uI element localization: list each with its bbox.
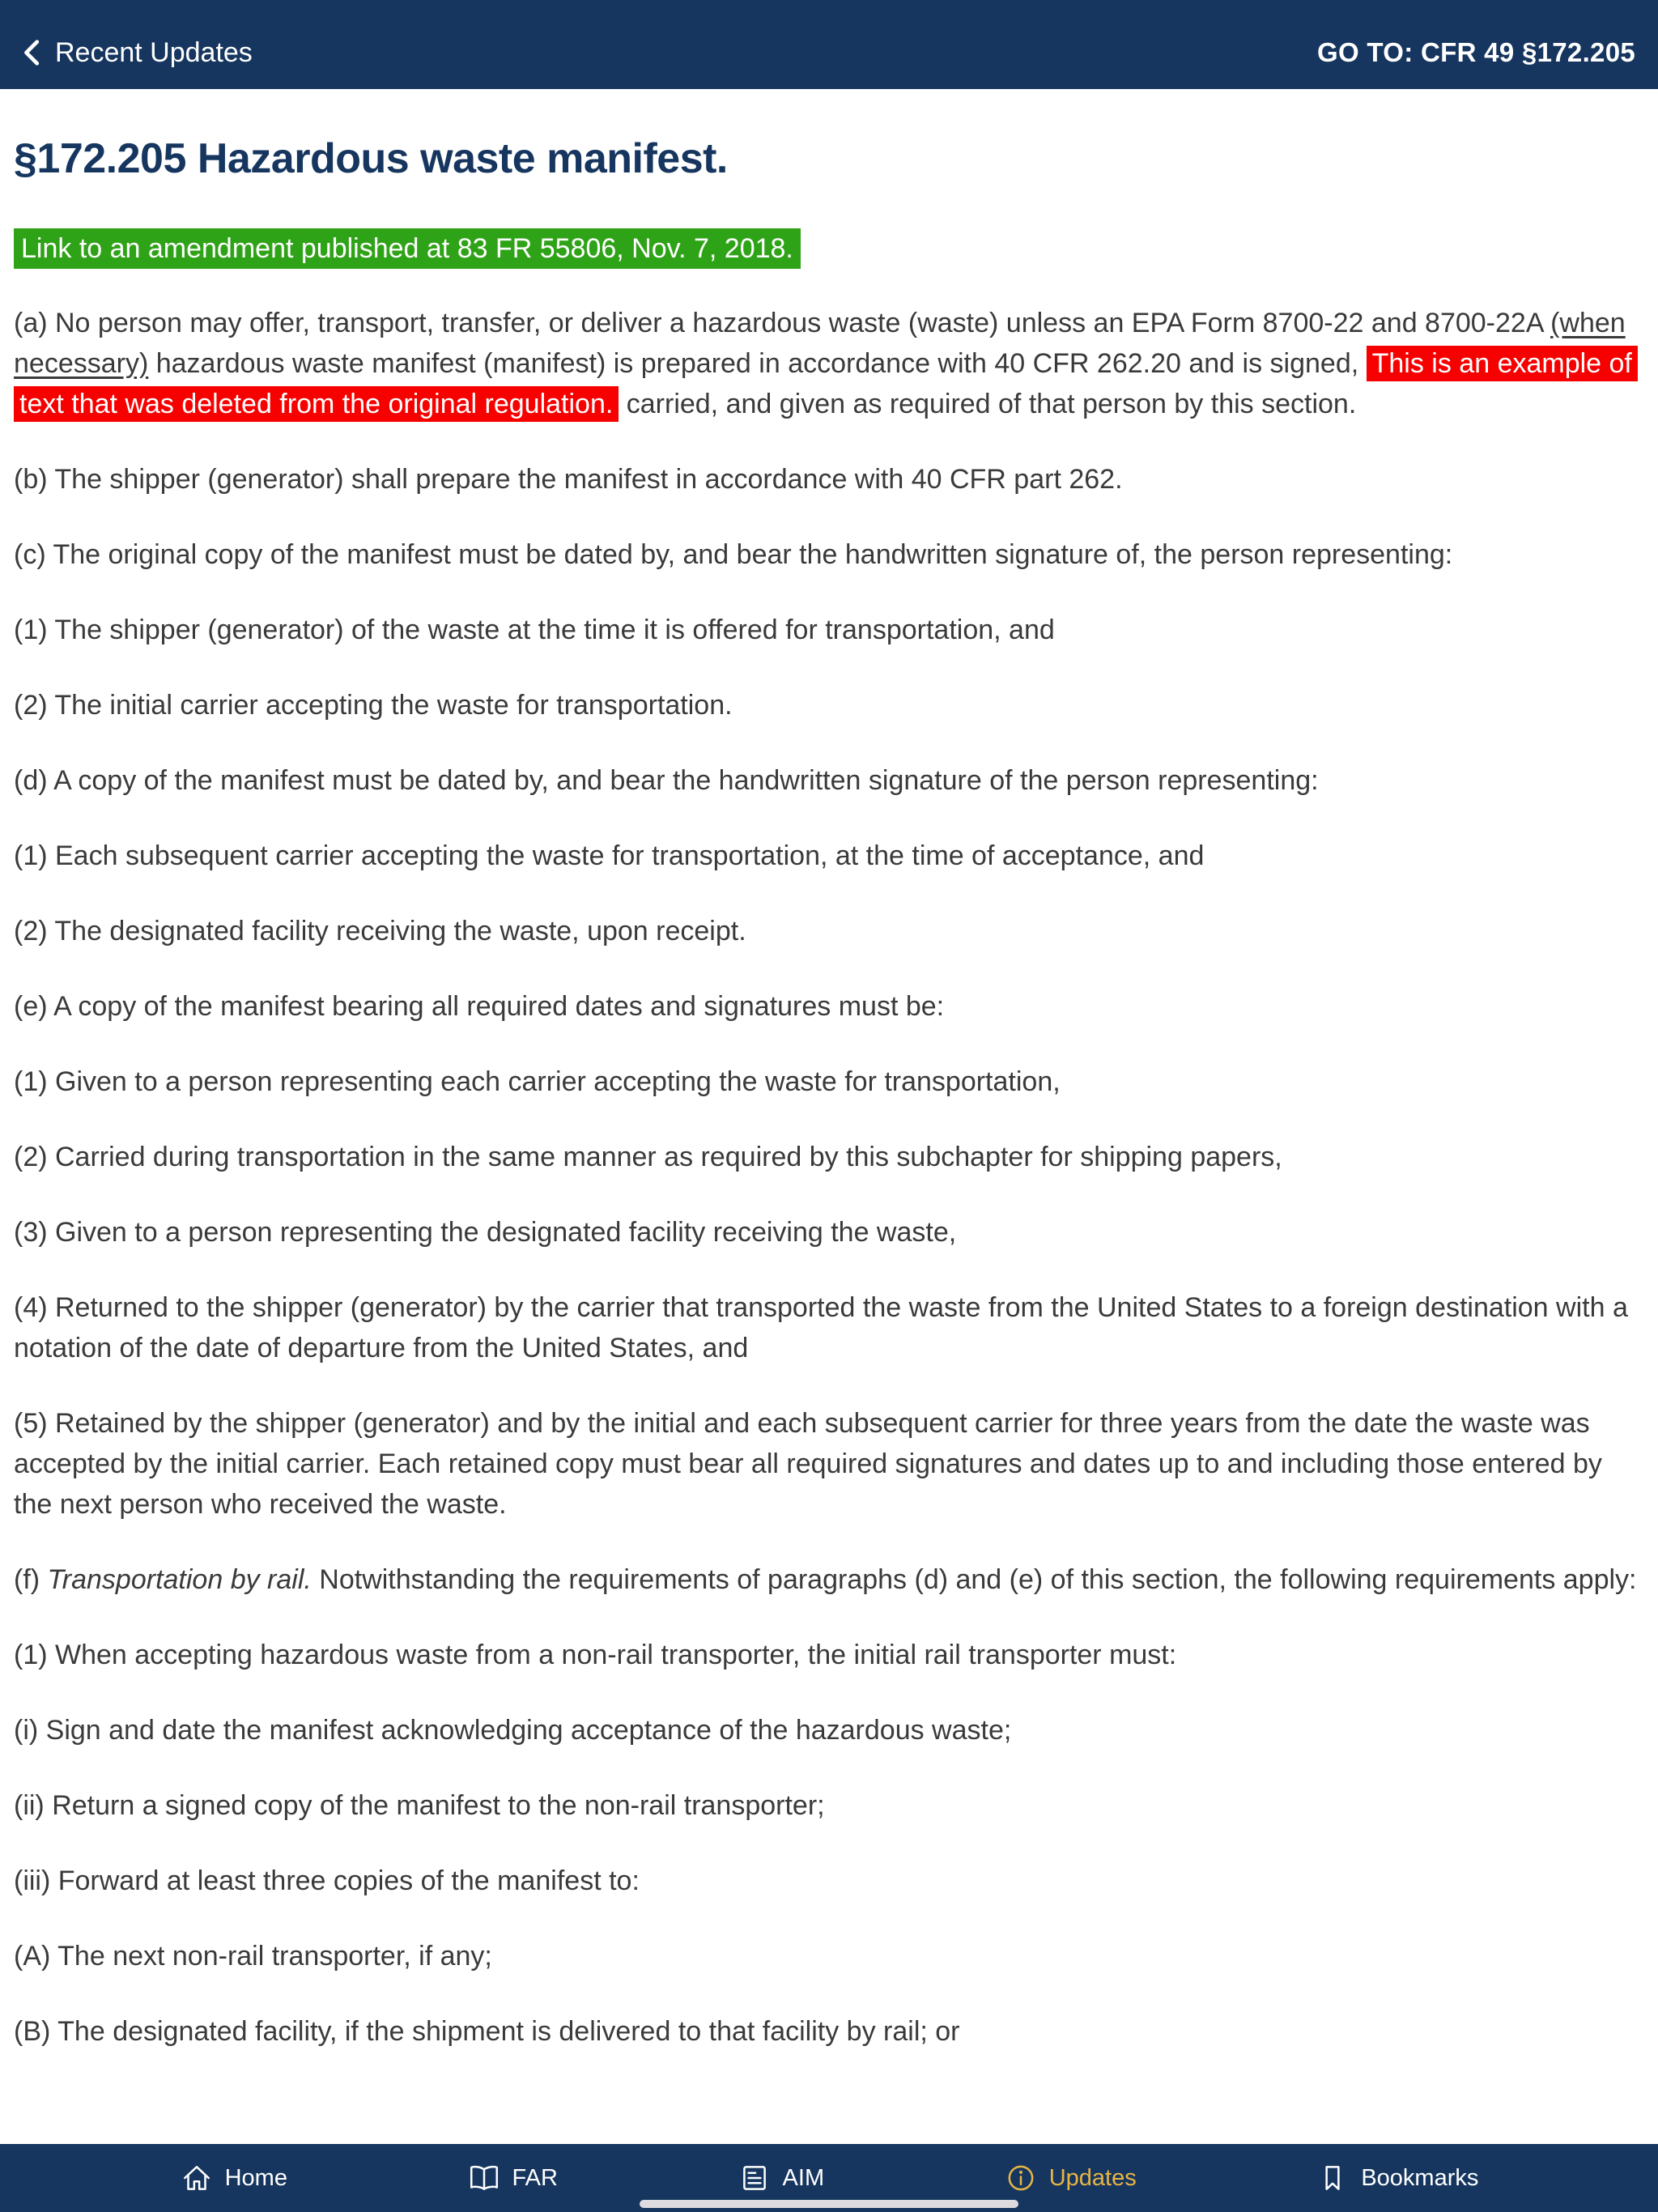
- bookmark-icon: [1316, 2161, 1350, 2195]
- tab-far[interactable]: [467, 2161, 558, 2195]
- regulation-paragraph: [14, 836, 1644, 876]
- paragraph-text: (1) Each subsequent carrier accepting the waste for transportation, at the time of acceptance, and: [14, 840, 1205, 871]
- back-chevron-icon: [18, 37, 49, 68]
- paragraph-text: (i) Sign and date the manifest acknowledging acceptance of the hazardous waste;: [14, 1715, 1012, 1746]
- paragraph-text: (2) Carried during transportation in the same manner as required by this subchapter for shipping papers,: [14, 1142, 1282, 1172]
- paragraph-text: (b) The shipper (generator) shall prepare the manifest in accordance with 40 CFR part 262.: [14, 464, 1123, 495]
- tab-aim[interactable]: [738, 2161, 825, 2195]
- paragraph-text: (1) Given to a person representing each carrier accepting the waste for transportation,: [14, 1066, 1061, 1097]
- paragraph-text: (3) Given to a person representing the designated facility receiving the waste,: [14, 1217, 957, 1248]
- tab-updates[interactable]: [1004, 2161, 1137, 2195]
- paragraph-text: (when necessary): [14, 308, 1626, 379]
- paragraph-text: (iii) Forward at least three copies of the manifest to:: [14, 1865, 640, 1896]
- regulation-paragraph: [14, 534, 1644, 575]
- paragraph-text: (2) The initial carrier accepting the waste for transportation.: [14, 690, 733, 721]
- regulation-paragraph: [14, 1635, 1644, 1675]
- paragraph-text: Transportation by rail.: [47, 1564, 312, 1595]
- regulation-paragraph: [14, 760, 1644, 801]
- paragraph-text: hazardous waste manifest (manifest) is prepared in accordance with 40 CFR 262.20 and is signed,: [148, 348, 1367, 379]
- document-content: [0, 89, 1658, 2087]
- paragraph-text: (5) Retained by the shipper (generator) and by the initial and each subsequent carrier for three years from the date the waste was accepted by the initial carrier. Each retained copy must bear all required signatures and dates up to and including those entered by the next person who received the waste.: [14, 1408, 1602, 1520]
- regulation-paragraph: [14, 1936, 1644, 1976]
- regulation-paragraph: [14, 459, 1644, 500]
- paragraph-text: (B) The designated facility, if the shipment is delivered to that facility by rail; or: [14, 2016, 960, 2047]
- paragraph-text: (c) The original copy of the manifest must be dated by, and bear the handwritten signature of, the person representing:: [14, 539, 1453, 570]
- home-icon: [180, 2161, 214, 2195]
- tab-label: Bookmarks: [1361, 2164, 1479, 2191]
- paragraph-text: carried, and given as required of that person by this section.: [619, 389, 1357, 419]
- tab-bookmarks[interactable]: [1316, 2161, 1478, 2195]
- back-button-label: Recent Updates: [55, 36, 253, 68]
- regulation-paragraph: [14, 1710, 1644, 1750]
- deleted-text-highlight: This is an example of text that was deleted from the original regulation.: [14, 346, 1638, 422]
- amendment-link[interactable]: Link to an amendment published at 83 FR 55806, Nov. 7, 2018.: [14, 228, 801, 269]
- tab-label: FAR: [512, 2164, 558, 2191]
- regulation-paragraph: [14, 303, 1644, 424]
- paragraph-text: (f): [14, 1564, 48, 1595]
- paragraph-text: (2) The designated facility receiving the waste, upon receipt.: [14, 916, 746, 946]
- regulation-paragraph: [14, 986, 1644, 1027]
- paragraph-text: (1) The shipper (generator) of the waste at the time it is offered for transportation, and: [14, 615, 1055, 645]
- info-icon: [1004, 2161, 1038, 2195]
- tab-label: Home: [224, 2164, 287, 2191]
- regulation-paragraph: [14, 1403, 1644, 1525]
- regulation-paragraph: [14, 1861, 1644, 1901]
- regulation-paragraph: [14, 2011, 1644, 2052]
- paragraph-text: (e) A copy of the manifest bearing all required dates and signatures must be:: [14, 991, 945, 1022]
- paragraph-text: (a) No person may offer, transport, transfer, or deliver a hazardous waste (waste) unless an EPA Form 8700-22 and 8700-22A: [14, 308, 1551, 338]
- book-icon: [467, 2161, 501, 2195]
- back-button[interactable]: [18, 37, 253, 69]
- paragraph-text: Notwithstanding the requirements of paragraphs (d) and (e) of this section, the following requirements apply:: [311, 1564, 1637, 1595]
- regulation-paragraph: [14, 911, 1644, 951]
- regulation-paragraph: [14, 610, 1644, 650]
- home-indicator[interactable]: [640, 2200, 1018, 2208]
- tab-label: Updates: [1048, 2164, 1137, 2191]
- regulation-paragraph: [14, 1061, 1644, 1102]
- regulation-paragraph: [14, 1212, 1644, 1253]
- regulation-paragraph: [14, 1137, 1644, 1177]
- paragraph-text: (A) The next non-rail transporter, if any;: [14, 1941, 492, 1972]
- section-title: §172.205 Hazardous waste manifest.: [14, 135, 728, 182]
- paragraph-text: (4) Returned to the shipper (generator) by the carrier that transported the waste from the United States to a foreign destination with a notation of the date of departure from the United States, and: [14, 1292, 1628, 1363]
- paragraph-text: (d) A copy of the manifest must be dated by, and bear the handwritten signature of the person representing:: [14, 765, 1319, 796]
- goto-reference-button[interactable]: GO TO: CFR 49 §172.205: [1317, 37, 1635, 67]
- document-icon: [738, 2161, 772, 2195]
- navigation-bar: [0, 0, 1658, 89]
- tab-label: AIM: [782, 2164, 825, 2191]
- regulation-paragraph: [14, 1559, 1644, 1600]
- regulation-paragraph: [14, 685, 1644, 725]
- paragraph-text: (1) When accepting hazardous waste from a non-rail transporter, the initial rail transporter must:: [14, 1640, 1177, 1670]
- document-body: [14, 303, 1644, 2052]
- regulation-paragraph: [14, 1287, 1644, 1368]
- paragraph-text: (ii) Return a signed copy of the manifest to the non-rail transporter;: [14, 1790, 825, 1821]
- tab-home[interactable]: [180, 2161, 287, 2195]
- regulation-paragraph: [14, 1785, 1644, 1826]
